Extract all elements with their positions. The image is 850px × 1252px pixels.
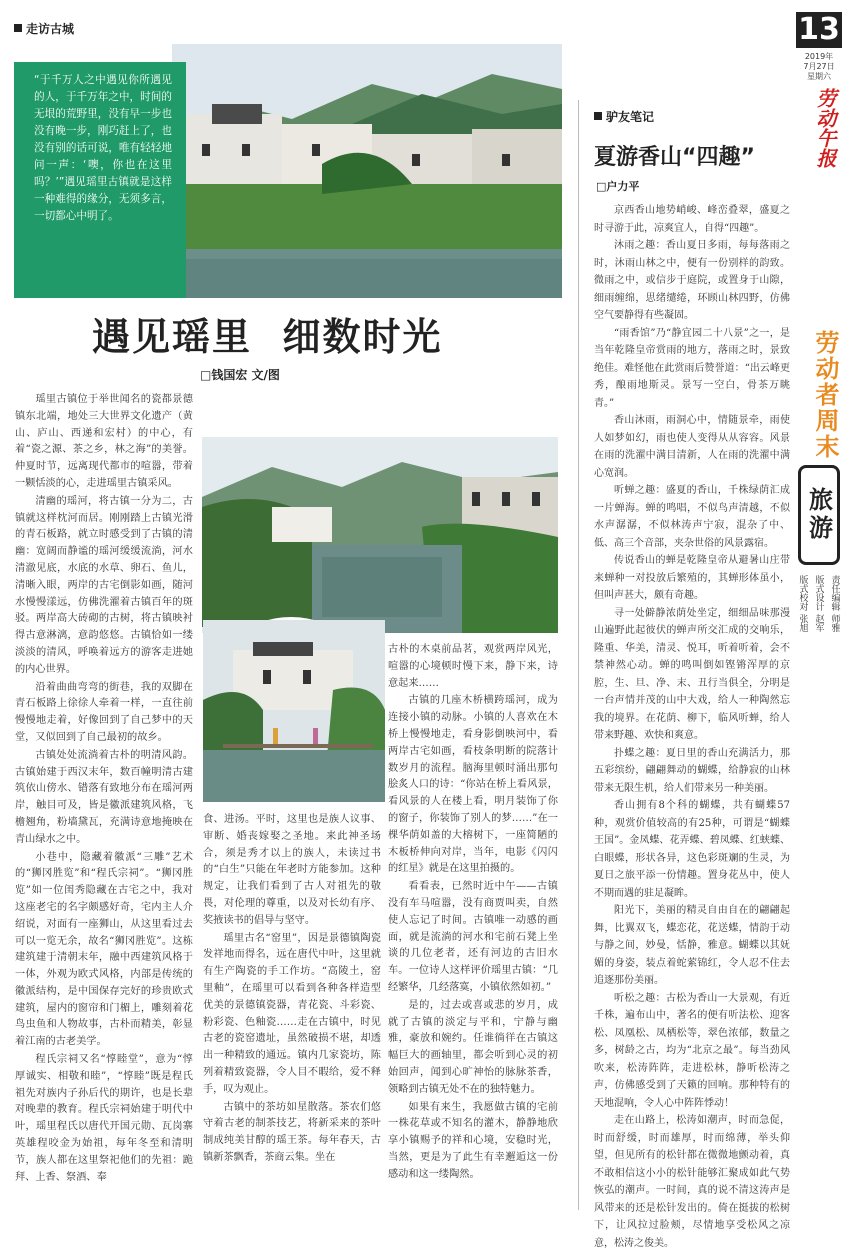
paragraph: 古镇的几座木桥横跨瑶河，成为连接小镇的动脉。小镇的人喜欢在木桥上慢慢地走，看身影倒映河中，看两岸古宅如画，看枝条明断的院落计数岁月的流程。脑海里顿时涌出那句脍炙人口的诗：“你站在桥上看风景，看风景的人在楼上看，明月装饰了你的窗子，你装饰了别人的梦……”在一棵华荫如盖的大榕树下，一座简陋的木板桥伸向对岸，当年，电影《闪闪的红星》就是在这里拍摄的。 <box>388 695 558 875</box>
photo-river-reflection <box>202 437 558 633</box>
article-column-3 <box>388 642 558 1212</box>
paragraph: 香山拥有8个科的蝴蝶，共有蝴蝶57种，观赏价值较高的有25种，可谓是“蝴蝶王国”。金凤蝶、花弄蝶、碧凤蝶、红蛱蝶、白眼蝶，形状各异，这色彩斑斓的生灵，为夏日之旅平添一份情趣。置身花丛中，使人不期而遇的驻足凝眸。 <box>594 800 790 899</box>
article-byline: □钱国宏 文/图 <box>200 368 280 382</box>
quote-box <box>14 62 186 298</box>
square-bullet-icon <box>594 112 602 120</box>
section-tag-label: 走访古城 <box>26 22 75 36</box>
paragraph: 看看表，已然时近中午——古镇没有车马喧嚣，没有商贾叫卖，自然使人忘记了时间。古镇唯一动感的画面，就是流淌的河水和宅前石凳上坐谈的几位老者，还有河边的古旧水车。一位诗人这样评价瑶里古镇：“几经繁华，几经落寞，小镇依然如初。” <box>388 881 558 993</box>
paragraph: 古朴的木桌前品茗，观赏两岸风光，喧嚣的心境顿时慢下来，静下来，诗意起来…… <box>388 644 558 689</box>
paragraph: 小巷中，隐藏着徽派“三雕”艺术的“狮冈胜览”和“程氏宗祠”。“狮冈胜览”如一位闺秀隐藏在古宅之中，我对这座老宅的名字颇感好奇，宅内主人介绍说，对面有一座狮山，从这里看过去可以一览无余，故名“狮冈胜览”。这栋建筑建于清朝末年，融中西建筑风格于一体，外观为欧式风格，内部是传统的徽派结构，是中国保存完好的珍贵欧式建筑，屋内的窗帘和门楣上，雕刻着花鸟虫鱼和人物故事，古朴而精美，彰显着江南的古老美学。 <box>15 851 193 1048</box>
editor-credit: 版式校对 张旭 <box>797 575 808 632</box>
section-name-box <box>798 465 840 565</box>
supplement-title: 劳动者周末 <box>811 330 839 460</box>
photo-village-riverside <box>172 44 562 298</box>
paragraph: 程氏宗祠又名“惇睦堂”，意为“惇厚诚实、相敬和睦”，“惇睦”既是程氏祖先对族内子孙后代的期许，也是长辈对晚辈的教育。程氏宗祠始建于明代中叶，瑶里程氏以唐代开国元勋、瓦岗寨英雄程咬金为始祖，每年冬至和清明节，族人都在这里祭祀他们的先祖：跪拜、上香、祭酒、奉 <box>15 1054 193 1183</box>
photo-river-reflection-image <box>202 437 558 633</box>
section-name: 旅游 <box>804 487 833 543</box>
paragraph: 阳光下，美丽的精灵自由自在的翩翩起舞，比翼双飞，蝶恋花，花送蝶，情韵于动与静之间，妙曼，恬静，雅意。蝴蝶以其妩媚的身姿，装点着蛇萦锦红，令人忍不住去追逐那份美丽。 <box>594 905 790 986</box>
paragraph: 香山沐雨，雨洞心中，情随景牵，雨使人如梦如幻，雨也使人变得从从容容。风景在雨的洗濯中满目清新，人在雨的洗濯中满心宽润。 <box>594 415 790 479</box>
paragraph: 沐雨之趣：香山夏日多雨，每每落雨之时，沐雨山林之中，便有一份别样的韵致。微雨之中，或信步于庭院，或置身于山隙，细雨缠绵，思绪缱绻，环顾山林四野，仿佛空气要静得有些凝固。 <box>594 240 790 321</box>
paragraph: 听蝉之趣：盛夏的香山，千株绿荫汇成一片蝉海。蝉的鸣唱，不似鸟声清越，不似水声潺潺，不似林涛声宁寂，混杂了中、低、高三个音部，夹杂世俗的风景露宿。 <box>594 485 790 549</box>
paragraph: 古镇处处流淌着古朴的明清风韵。古镇始建于西汉末年，数百幢明清古建筑依山傍水、错落有致地分布在瑶河两岸，触目可及，皆是徽派建筑风格，飞檐翘角，粉墙黛瓦，充满诗意地掩映在青山绿水之中。 <box>15 749 193 845</box>
article-headline: 遇见瑶里 细数时光 <box>92 315 443 359</box>
photo-village-riverside-image <box>172 44 562 298</box>
right-article-title: 夏游香山“四趣” <box>594 145 755 170</box>
article-column-1 <box>15 392 193 1212</box>
section-tag-label: 驴友笔记 <box>606 110 655 124</box>
paragraph: 听松之趣：古松为香山一大景观，有近千株，遍布山中，著名的便有听法松、迎客松、凤凰松、凤栖松等，翠色浓郁，数量之多，树龄之古，均为“北京之最”。每当劲风吹来，松涛阵阵，走进松林，静听松涛之声，仿佛感受到了天籁的回响。那种特有的天地混响，令人心中阵阵悸动！ <box>594 992 790 1109</box>
paragraph: 京西香山地势峭峻、峰峦叠翠，盛夏之时寻游于此，凉爽宜人，自得“四趣”。 <box>594 205 790 234</box>
square-bullet-icon <box>14 24 22 32</box>
editor-credit: 责任编辑 师雅 <box>829 575 840 632</box>
issue-date <box>796 52 842 82</box>
page-number: 13 <box>796 12 842 48</box>
column-divider <box>578 100 579 1210</box>
paragraph: 清幽的瑶河，将古镇一分为二，古镇就这样枕河而居。刚刚踏上古镇光滑的青石板路，就立时感受到了古镇的清幽：宽阔而静谧的瑶河缓缓流淌，河水清澈见底，水底的水草、卵石、鱼儿，清晰入眼，两岸的古宅倒影如画，随河水慢慢漾远，仿佛洗濯着古镇百年的斑驳。两岸高大砖砌的古树，将古镇映衬得古意淋漓，意韵悠悠。古镇恰如一缕淡淡的清风，呼唤着远方的游客走进她的内心世界。 <box>15 495 193 675</box>
paragraph: 如果有来生，我愿做古镇的宅前一株花草或不知名的灌木，静静地欣享小镇赐予的祥和心境，安稳时光，当然，更是为了此生有幸邂逅这一份感动和这一缕陶然。 <box>388 1101 558 1180</box>
editor-credits <box>796 575 842 665</box>
date-weekday: 星期六 <box>807 72 831 81</box>
paragraph: 食、进汤。平时，这里也是族人议事、审断、婚丧嫁娶之圣地。来此神圣场合，须是秀才以上的族人，未读过书的“白生”只能在年老时方能参加。这种规定，让我们看到了古人对祖先的敬畏，对伦理的尊重，以及对长幼有序、奖掖读书的倡导与坚守。 <box>203 814 381 926</box>
paragraph: 瑶里古镇位于举世闻名的瓷都景德镇东北端，地处三大世界文化遗产（黄山、庐山、西递和宏村）的中心，有着“瓷之源、茶之乡，林之海”的美誉。仲夏时节，远离现代都市的喧嚣，带着一颗恬淡的心，走进瑶里古镇采风。 <box>15 394 193 489</box>
section-tag-right <box>594 108 654 125</box>
paragraph: 寻一处僻静浓荫处坐定，细细品味那漫山遍野此起彼伏的蝉声所交汇成的交响乐，隆重、华美，清灵、悦耳，听着听着，会不禁神然心动。蝉的鸣叫倒如铿锵浑厚的京腔，生、旦、净、末、丑行当俱全，分明是一台声情并茂的山中大戏，给人一种陶然忘我的境界。在花荫、柳下，临风听蝉，给人带来野趣、欢快和爽意。 <box>594 607 790 741</box>
date-year: 2019年 <box>804 52 834 61</box>
paragraph: 古镇中的茶坊如星散落。茶农们悠守着古老的制茶技艺，将新采来的茶叶制成纯美甘醇的瑶王茶。每年春天，古镇新茶飘香，茶商云集。坐在 <box>203 1101 381 1163</box>
photo-round-bridge <box>200 617 382 799</box>
article-column-2 <box>203 812 381 1212</box>
section-tag-left <box>14 20 74 37</box>
date-day: 7月27日 <box>803 62 835 71</box>
right-article-byline: □户力平 <box>596 180 640 193</box>
paragraph: 走在山路上，松涛如潮声，时而急促，时而舒缓，时而雄厚，时而绵薄，举头仰望，但见所有的松针都在微微地颤动着，真不敢相信这小小的松针能够汇聚成如此气势恢弘的潮声。一时间，真的说不清这涛声是风带来的还是松针发出的。倚在挺拔的松树下，让风拉过脸颊，尽情地享受松风之凉意，松涛之俊美。 <box>594 1115 790 1249</box>
paragraph: 瑶里古名“窑里”，因是景德镇陶瓷发祥地而得名，远在唐代中叶，这里就有生产陶瓷的手工作坊。“高陵土，窑里釉”，在瑶里可以看到各种各样造型优美的景德镇瓷器，青花瓷、斗彩瓷、粉彩瓷、色釉瓷……走在古镇中，时见古老的瓷窑遗址，虽然破损不堪，却透出一种精致的通远。镇内几家瓷坊，陈列着精致瓷器，令人目不暇给，爱不释手，叹为观止。 <box>203 932 381 1095</box>
masthead-logo: 劳动午报 <box>813 88 837 168</box>
paragraph: “雨香馆”乃“静宜园二十八景”之一，是当年乾隆皇帝赏雨的地方，落雨之时，景致绝佳。难怪他在此赏雨后赞誉道：“出云峰更秀，酿雨地斯灵。景写一空白，骨茶万眺青。” <box>594 327 790 409</box>
paragraph: 是的，过去或喜或悲的岁月，成就了古镇的淡定与平和，宁静与幽雅，豪放和婉约。任谁徜徉在古镇这幅巨大的画轴里，都会听到心灵的初始回声，闻到心旷神怡的脉脉茶香，领略到古镇无处不在的独特魅力。 <box>388 999 558 1095</box>
paragraph: 扑蝶之趣：夏日里的香山充满活力，那五彩缤纷，翩翩舞动的蝴蝶，给静寂的山林带来无限生机，给人们带来另一种美丽。 <box>594 747 790 794</box>
paragraph: 沿着曲曲弯弯的街巷，我的双脚在青石板路上徐徐人牵着一样，一直往前慢慢地走着，好像回到了自己梦中的天堂，又似回到了自己最初的故乡。 <box>15 681 193 743</box>
right-article-body <box>594 202 790 1249</box>
quote-text: “于千万人之中遇见你所遇见的人，于千万年之中，时间的无垠的荒野里，没有早一步也没有晚一步，刚巧赶上了，也没有别的话可说，唯有轻轻地问一声：‘噢，你也在这里吗？’”遇见瑶里古镇就是这样一种难得的缘分，无须多言，一切都心中明了。 <box>34 74 172 222</box>
editor-credit: 版式设计 赵军 <box>813 575 824 632</box>
paragraph: 传说香山的蝉是乾隆皇帝从避暑山庄带来蝉种一对投放后繁殖的，其蝉形体虽小，但叫声甚大，颇有奇趣。 <box>594 555 790 601</box>
photo-round-bridge-image <box>203 620 385 802</box>
